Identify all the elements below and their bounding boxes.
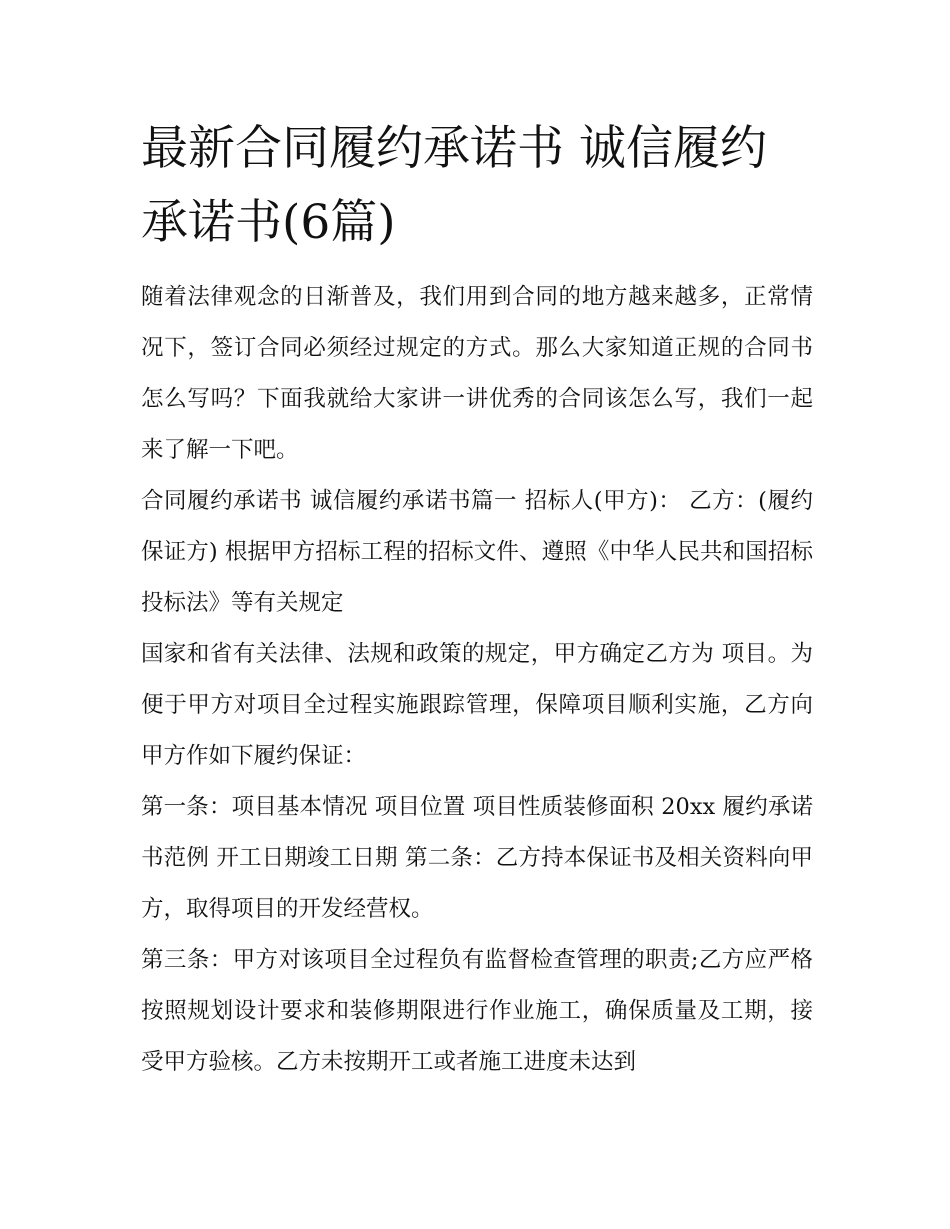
paragraph-article-three: 第三条：甲方对该项目全过程负有监督检查管理的职责;乙方应严格按照规划设计要求和装修期限进行作业施工，确保质量及工期，接受甲方验核。乙方未按期开工或者施工进度未达到: [141, 947, 813, 1075]
paragraph-regulations: 国家和省有关法律、法规和政策的规定，甲方确定乙方为 项目。为便于甲方对项目全过程实施跟踪管理，保障项目顺利实施，乙方向甲方作如下履约保证：: [141, 641, 813, 769]
paragraph-parties: 合同履约承诺书 诚信履约承诺书篇一 招标人(甲方)： 乙方：(履约保证方) 根据甲方招标工程的招标文件、遵照《中华人民共和国招标投标法》等有关规定: [141, 488, 813, 616]
document-body: [141, 112, 813, 1088]
document-title: 最新合同履约承诺书 诚信履约承诺书(6篇): [141, 121, 767, 250]
paragraph-intro: 随着法律观念的日渐普及，我们用到合同的地方越来越多，正常情况下，签订合同必须经过规定的方式。那么大家知道正规的合同书怎么写吗？下面我就给大家讲一讲优秀的合同该怎么写，我们一起来了解一下吧。: [141, 284, 813, 463]
paragraph-article-one-two: 第一条：项目基本情况 项目位置 项目性质装修面积 20xx 履约承诺书范例 开工日期竣工日期 第二条：乙方持本保证书及相关资料向甲方，取得项目的开发经营权。: [141, 794, 813, 922]
